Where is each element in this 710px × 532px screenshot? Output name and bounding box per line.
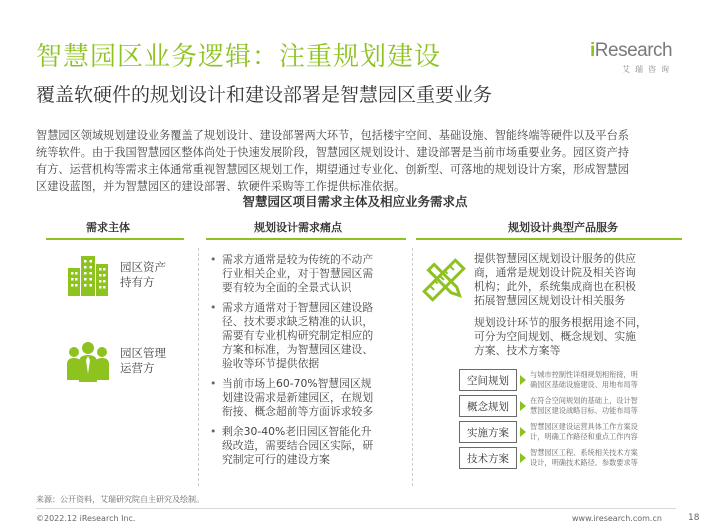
subject-label-line: 园区管理 — [120, 346, 166, 360]
services-paragraph-1 — [474, 252, 684, 308]
column-header-subjects: 需求主体 — [86, 221, 130, 234]
section-title: 智慧园区项目需求主体及相应业务需求点 — [242, 194, 468, 209]
page-number: 18 — [688, 513, 700, 523]
copyright: ©2022.12 iResearch Inc. — [36, 514, 136, 523]
arrow-right-icon — [520, 427, 526, 437]
product-desc-line: 慧园区建设战略目标、功能布局等 — [530, 406, 638, 415]
pain-point-line: 究制定可行的建设方案 — [222, 453, 330, 466]
product-desc-line: 计，明确工作路径和重点工作内容 — [530, 432, 638, 441]
column-underline-services — [416, 238, 682, 240]
product-box: 实施方案 — [459, 421, 517, 443]
pain-point-item — [210, 301, 408, 371]
column-underline-subjects — [46, 238, 184, 240]
pain-point-line: 验收等环节提供依据 — [222, 357, 320, 370]
pain-point-item — [210, 253, 408, 295]
product-row-concept-planning — [459, 395, 638, 417]
product-box: 空间规划 — [459, 369, 517, 391]
pain-point-item — [210, 377, 408, 419]
services-line: 商，通常是规划设计院及相关咨询 — [474, 266, 636, 279]
pain-point-line: 划建设需求是新建园区，在规划 — [222, 391, 374, 404]
services-line: 机构；此外，系统集成商也在积极 — [474, 280, 636, 293]
services-line: 提供智慧园区规划设计服务的供应 — [474, 252, 636, 265]
arrow-right-icon — [520, 401, 526, 411]
product-row-technical — [459, 447, 638, 469]
subject-label — [120, 260, 166, 290]
pain-point-line: • 剩余30-40%老旧园区智能化升 — [222, 425, 372, 438]
page-title: 智慧园区业务逻辑：注重规划建设 — [36, 42, 442, 72]
product-description — [530, 422, 638, 442]
column-divider — [198, 248, 199, 486]
services-line: 规划设计环节的服务根据用途不同， — [474, 316, 647, 329]
pain-point-line: 要有较为全面的全景式认识 — [222, 281, 352, 294]
logo-subtitle: 艾瑞咨询 — [622, 65, 674, 74]
product-desc-line: 确园区基础设施建设、用地布局等 — [530, 380, 638, 389]
product-desc-line: 智慧园区工程、系统相关技术方案 — [530, 448, 638, 457]
people-group-icon — [66, 340, 110, 382]
services-line: 可分为空间规划、概念规划、实施 — [474, 330, 636, 343]
column-divider — [412, 248, 413, 486]
product-box: 技术方案 — [459, 447, 517, 469]
product-desc-line: 智慧园区建设运营具体工作方案设 — [530, 422, 638, 431]
pain-points-list — [210, 253, 408, 473]
logo-i: i — [590, 40, 595, 61]
arrow-right-icon — [520, 453, 526, 463]
intro-line: 区建设蓝图，并为智慧园区的建设部署、软硬件采购等工作提供标准依据。 — [36, 180, 406, 193]
services-paragraph-2 — [474, 316, 684, 358]
product-description — [530, 396, 638, 416]
arrow-right-icon — [520, 375, 526, 385]
buildings-icon — [66, 254, 110, 296]
page-subtitle: 覆盖软硬件的规划设计和建设部署是智慧园区重要业务 — [36, 84, 493, 106]
source-note: 来源：公开资料，艾瑞研究院自主研究及绘制。 — [36, 495, 204, 504]
logo-brand: Research — [594, 40, 673, 61]
pain-point-line: • 需求方通常对于智慧园区建设路 — [222, 301, 374, 314]
product-row-implementation — [459, 421, 638, 443]
product-description — [530, 370, 638, 390]
ruler-pencil-icon — [420, 256, 468, 304]
pain-point-line: 衔接、概念超前等方面诉求较多 — [222, 405, 374, 418]
footer-divider — [36, 508, 676, 509]
product-description — [530, 448, 638, 468]
pain-point-line: 径、技术要求缺乏精准的认识， — [222, 315, 374, 328]
product-box: 概念规划 — [459, 395, 517, 417]
logo-mark — [590, 40, 680, 62]
intro-line: 智慧园区领域规划建设业务覆盖了规划设计、建设部署两大环节，包括楼宇空间、基础设施、智能终端等硬件以及平台系 — [36, 129, 629, 142]
product-desc-line: 设计，明确技术路径、参数要求等 — [530, 458, 638, 467]
pain-point-line: 行业相关企业，对于智慧园区需 — [222, 267, 374, 280]
product-desc-line: 在符合空间规划的基础上，设计智 — [530, 396, 638, 405]
pain-point-line: 级改造，需要结合园区实际，研 — [222, 439, 374, 452]
product-row-space-planning — [459, 369, 638, 391]
subject-label-line: 持有方 — [120, 275, 155, 289]
services-line: 拓展智慧园区规划设计相关服务 — [474, 294, 626, 307]
subject-label-line: 运营方 — [120, 361, 155, 375]
intro-line: 统等软件。由于我国智慧园区整体尚处于快速发展阶段，智慧园区规划设计、建设部署是当前市场重要业务。园区资产持 — [36, 146, 629, 159]
services-line: 方案、技术方案等 — [474, 344, 561, 357]
subject-label — [120, 346, 166, 376]
pain-point-line: • 当前市场上60-70%智慧园区规 — [222, 377, 372, 390]
pain-point-item — [210, 425, 408, 467]
pain-point-line: 方案和标准，为智慧园区建设、 — [222, 343, 374, 356]
subject-operator — [66, 340, 166, 382]
column-header-pain-points: 规划设计需求痛点 — [254, 221, 342, 234]
subject-label-line: 园区资产 — [120, 260, 166, 274]
iresearch-logo — [590, 40, 680, 75]
intro-line: 有方、运营机构等需求主体通常重视智慧园区规划工作，期望通过专业化、创新型、可落地的规划设计方案，形成智慧园 — [36, 163, 629, 176]
column-underline-pain-points — [206, 238, 406, 240]
website: www.iresearch.com.cn — [572, 514, 662, 523]
subject-asset-owner — [66, 254, 166, 296]
column-header-services: 规划设计典型产品服务 — [508, 221, 618, 234]
pain-point-line: • 需求方通常是较为传统的不动产 — [222, 253, 374, 266]
pain-point-line: 需要有专业机构研究制定相应的 — [222, 329, 374, 342]
product-desc-line: 与城市控制性详细规划相衔接，明 — [530, 370, 638, 379]
intro-paragraph — [36, 127, 676, 195]
